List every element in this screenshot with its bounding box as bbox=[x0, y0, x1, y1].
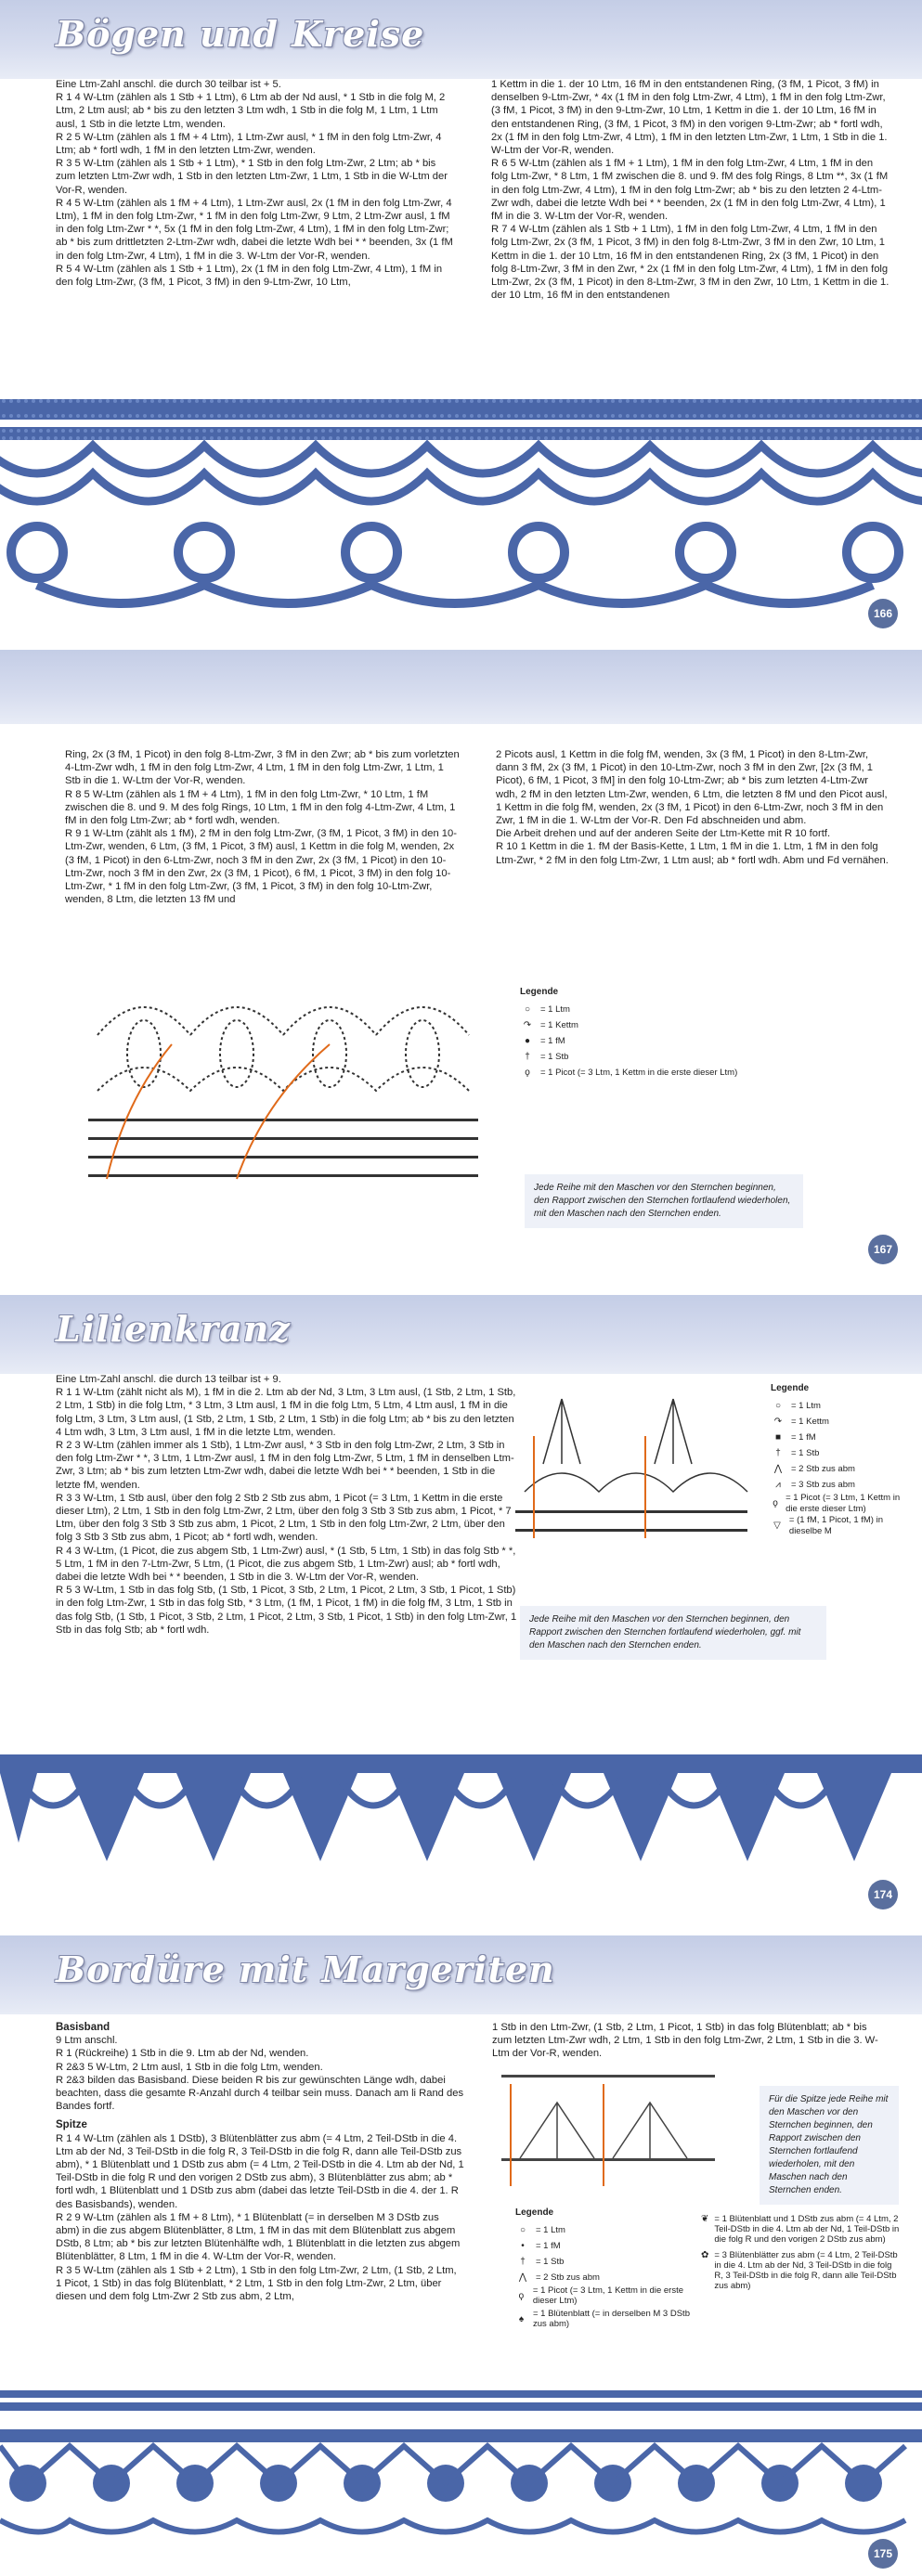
page-number: 174 bbox=[868, 1880, 898, 1909]
petal-icon: ♠ bbox=[518, 2313, 525, 2324]
left-column bbox=[56, 2021, 464, 2303]
legend-item bbox=[515, 2309, 692, 2329]
legend-extended bbox=[701, 2214, 901, 2291]
slip-stitch-icon: ↷ bbox=[523, 1020, 532, 1030]
instruction-line: R 5 3 W-Ltm, 1 Stb in das folg Stb, (1 Stb, 1 Picot, 3 Stb, 2 Ltm, 1 Picot, 2 Ltm, 3 Stb, 1 Picot, 1 Stb) in den folg Ltm-Zwr, 1 Stb in das folg Stb, * 3 Ltm, (1 fM, 1 Picot, 1 fM) in die folg fM, 3 Ltm, 1 Stb in das folg Stb, (1 Stb, 1 Picot, 3 Stb, 2 Ltm, 1 Picot, 2 Ltm, 3 Stb, 1 Picot, 1 Stb) in den folg Ltm-Zwr, 1 Stb in das folg Stb; ab * fortl wdh. bbox=[56, 1585, 517, 1636]
crochet-chart-daisies bbox=[501, 2065, 724, 2195]
instructions-right bbox=[492, 2021, 882, 2061]
sc-picot-sc-icon: ▽ bbox=[773, 1521, 781, 1531]
legend-label: = 1 Ltm bbox=[540, 1004, 570, 1015]
legend-item bbox=[520, 1002, 737, 1017]
legend-item bbox=[520, 1033, 737, 1049]
legend-label: = 1 Stb bbox=[791, 1448, 820, 1458]
instruction-line: R 1 4 W-Ltm (zählen als 1 DStb), 3 Blütenblätter zus abm (= 4 Ltm, 2 Teil-DStb in die 4. Ltm ab der Nd, 3 Teil-DStb in die folg R, 3 Teil-DStb in die folg R, dann alle Teil-DStb zus abm), * 1 Blütenblatt und 1 DStb zus abm (= 4 Ltm, 2 Teil-DStb in die 4. Ltm ab der Nd, 1 Teil-DStb in die folg R und den vorigen 2 DStb zus abm), 3 Blütenblätter zus abm; ab * fortl wdh, 1 Blütenblatt und 1 DStb zus abm (dabei das letzte Teil-DStb in die 4. der 1. R des Basisbands), wenden. bbox=[56, 2132, 464, 2210]
instruction-line: R 9 1 W-Ltm (zählt als 1 fM), 2 fM in den folg Ltm-Zwr, (3 fM, 1 Picot, 3 fM) in den 10-Ltm-Zwr, wenden, 6 Ltm, (3 fM, 1 Picot, 3 fM) ausl, 1 Kettm in die folg M, wenden, 2x (3 fM, 1 Picot) in den 6-Ltm-Zwr, noch 3 fM in den Zwr, 2x (3 fM, 1 Picot) in den 10-Ltm-Zwr, noch 3 fM in den Zwr, 2x (3 fM, 1 Picot), 6 fM, 1 Picot, 3 fM) in den folg 10-Ltm-Zwr, * 1 fM in den folg Ltm-Zwr, (3 fM, 1 Picot, 3 fM) in den folg 10-Ltm-Zwr, wenden, 8 Ltm, die letzten 13 fM und bbox=[65, 828, 457, 906]
legend-item bbox=[520, 1017, 737, 1033]
instruction-line: R 3 5 W-Ltm (zählen als 1 Stb + 2 Ltm), 1 Stb in den folg Ltm-Zwr, 2 Ltm, (1 Stb, 2 Ltm, 1 Picot, 1 Stb) in das folg Blütenblatt, * 2 Ltm, 1 Stb in den folg Ltm-Zwr, 2 Ltm, über diesen und dem folg Ltm-Zwr 2 Stb zus abm, 2 Ltm, bbox=[56, 2264, 457, 2303]
legend-title: Legende bbox=[515, 2207, 554, 2218]
legend-label: = 1 Kettm bbox=[791, 1417, 829, 1427]
repeat-note: Jede Reihe mit den Maschen vor den Sternchen beginnen, den Rapport zwischen den Sternchen fortlaufend wiederholen, mit den Maschen nach den Sternchen enden. bbox=[525, 1174, 803, 1228]
crochet-chart-lilies bbox=[515, 1380, 757, 1547]
instruction-line: 1 Stb in den Ltm-Zwr, (1 Stb, 2 Ltm, 1 Picot, 1 Stb) in das folg Blütenblatt; ab * bis zum letzten Ltm-Zwr wdh, 2 Ltm, 1 Stb in den folg Ltm-Zwr, 2 Ltm, 1 Stb in die 3. W-Ltm der Vor-R, wenden. bbox=[492, 2022, 878, 2060]
instruction-line: 1 Kettm in die 1. der 10 Ltm, 16 fM in den entstandenen Ring, (3 fM, 1 Picot, 3 fM) in denselben 9-Ltm-Zwr, * 4x (1 fM in den folg Ltm-Zwr, 4 Ltm), 1 fM in den folg Ltm-Zwr, (3 fM, 1 Picot, 3 fM) in den 9-Ltm-Zwr, 10 Ltm, 1 Kettm in die 1. der 10 Ltm, 16 fM in den entstandenen Ring, (3 fM, 1 Picot, 3 fM) in den vorigen 9-Ltm-Zwr; ab * fortl wdh, 2x (1 fM in den folg Ltm-Zwr, 4 Ltm), 1 fM in den letzten Ltm-Zwr, 1 Ltm, 1 Stb in die 1. W-Ltm der Vor-R, wenden. bbox=[491, 79, 888, 157]
legend-title: Legende bbox=[520, 987, 559, 997]
legend-label: = (1 fM, 1 Picot, 1 fM) in dieselbe M bbox=[788, 1515, 884, 1536]
legend-item bbox=[515, 2270, 692, 2285]
instruction-line: R 2&3 bilden das Basisband. Diese beiden R bis zur gewünschten Länge wdh, dabei beachten, dass die gesamte R-Anzahl durch 4 teilbar sein muss. Danach am li Rand des Bandes fortf. bbox=[56, 2074, 464, 2113]
legend-label: = 1 Ltm bbox=[791, 1401, 821, 1411]
slip-stitch-icon: ↷ bbox=[773, 1417, 783, 1427]
page-title: Bordüre mit Margeriten bbox=[56, 1948, 555, 1990]
legend bbox=[520, 984, 737, 1081]
right-column bbox=[492, 2021, 882, 2061]
chain-icon: ○ bbox=[519, 2225, 526, 2235]
page-boegen-2 bbox=[0, 650, 922, 1290]
left-column bbox=[65, 748, 461, 906]
legend-item bbox=[515, 2285, 692, 2306]
dc2tog-icon: ⋀ bbox=[518, 2272, 527, 2283]
right-column bbox=[491, 78, 891, 302]
double-crochet-icon: † bbox=[525, 1052, 530, 1062]
double-crochet-icon: † bbox=[775, 1448, 781, 1458]
repeat-note: Jede Reihe mit den Maschen vor den Sternchen beginnen, den Rapport zwischen den Sternchen fortlaufend wiederholen, ggf. mit den Maschen nach den Sternchen enden. bbox=[520, 1606, 826, 1660]
legend-label: = 2 Stb zus abm bbox=[536, 2272, 600, 2283]
legend-label: = 1 Picot (= 3 Ltm, 1 Kettm in die erste dieser Ltm) bbox=[540, 1068, 738, 1078]
instruction-line: R 5 4 W-Ltm (zählen als 1 Stb + 1 Ltm), 2x (1 fM in den folg Ltm-Zwr, 4 Ltm), 1 fM in den folg Ltm-Zwr, (3 fM, 1 Picot, 3 fM) in den 9-Ltm-Zwr, 10 Ltm, bbox=[56, 263, 443, 289]
instructions bbox=[56, 78, 891, 302]
chain-icon: ○ bbox=[524, 1004, 531, 1015]
instruction-line: R 10 1 Kettm in die 1. fM der Basis-Kette, 1 Ltm, 1 fM in die 1. Ltm, 1 fM in den folg Ltm-Zwr, * 2 fM in den folg Ltm-Zwr, 1 Ltm ausl; ab * fortl wdh. Abm und Fd vernähen. bbox=[496, 841, 889, 866]
picot-icon: ϙ bbox=[525, 1068, 530, 1078]
instruction-line: Eine Ltm-Zahl anschl. die durch 30 teilbar ist + 5. bbox=[56, 79, 281, 90]
legend-item bbox=[520, 1065, 737, 1081]
instruction-line: Die Arbeit drehen und auf der anderen Seite der Ltm-Kette mit R 10 fortf. bbox=[496, 828, 831, 840]
single-crochet-icon: • bbox=[521, 2241, 525, 2251]
legend-item bbox=[771, 1398, 910, 1414]
legend-label: = 1 Kettm bbox=[540, 1020, 578, 1030]
instruction-line: R 6 5 W-Ltm (zählen als 1 fM + 1 Ltm), 1 fM in den folg Ltm-Zwr, 4 Ltm, 1 fM in den folg Ltm-Zwr, * 8 Ltm, 1 fM zwischen die 8. und 9. fM des folg Rings, 8 Ltm **, 3x (1 fM in den folg Ltm-Zwr, 4 Ltm), 1 fM in den folg Ltm-Zwr; ab * bis zu den letzten 2 4-Ltm-Zwr wdh, dabei die letzte Wdh bei * * beenden, 2x (1 fM in den folg Ltm-Zwr, 4 Ltm), 1 fM in die 3. W-Ltm der Vor-R, wenden. bbox=[491, 158, 889, 223]
picot-icon: ϙ bbox=[518, 2290, 525, 2301]
section-header bbox=[0, 650, 922, 724]
instructions bbox=[56, 1373, 520, 1637]
legend-item bbox=[515, 2254, 692, 2270]
legend-title: Legende bbox=[771, 1383, 810, 1393]
legend-label: = 1 Picot (= 3 Ltm, 1 Kettm in die erste dieser Ltm) bbox=[786, 1493, 901, 1514]
chain-icon: ○ bbox=[774, 1401, 782, 1411]
legend-label: = 1 fM bbox=[791, 1432, 816, 1443]
petal-dtr-icon: ❦ bbox=[701, 2214, 709, 2224]
instruction-line: Eine Ltm-Zahl anschl. die durch 13 teilbar ist + 9. bbox=[56, 1374, 281, 1385]
instruction-line: R 7 4 W-Ltm (zählen als 1 Stb + 1 Ltm), 1 fM in den folg Ltm-Zwr, 4 Ltm, 1 fM in den folg Ltm-Zwr, 2x (3 fM, 1 Picot, 3 fM) in den folg 8-Ltm-Zwr, 3 fM in den Zwr, 10 Ltm, 1 Kettm in die 1. der 10 Ltm, 16 fM in den entstandenen Ring, 2x (3 fM, 1 Picot) in den folg 8-Ltm-Zwr, 3 fM in den Zwr, * 2x (1 fM in den folg Ltm-Zwr, 4 Ltm), 1 fM in den folg Ltm-Zwr, 2x (3 fM, 1 Picot) in den 8-Ltm-Zwr, 3 fM in den Zwr, 10 Ltm, 1 Kettm in die 1. der 10 Ltm, 16 fM in den entstandenen bbox=[491, 224, 890, 302]
legend-label: = 1 Blütenblatt und 1 DStb zus abm (= 4 Ltm, 2 Teil-DStb in die 4. Ltm ab der Nd, 1 Teil-DStb in die folg R und den vorigen 2 DStb zus abm) bbox=[714, 2214, 900, 2245]
subheading: Spitze bbox=[56, 2119, 87, 2131]
page-number: 175 bbox=[868, 2539, 898, 2569]
picot-icon: ϙ bbox=[773, 1498, 778, 1508]
dc2tog-icon: ⋀ bbox=[773, 1464, 783, 1474]
lace-photo-daisies bbox=[0, 2390, 922, 2567]
legend-label: = 1 fM bbox=[540, 1036, 565, 1046]
instruction-line: R 2 3 W-Ltm (zählen immer als 1 Stb), 1 Ltm-Zwr ausl, * 3 Stb in den folg Ltm-Zwr, 2 Ltm, 3 Stb in den folg Ltm-Zwr * *, 3 Ltm, 1 Ltm-Zwr ausl, 1 fM in den folg Ltm-Zwr, 5 Ltm, 1 fM in denselben Ltm-Zwr, 3 Ltm; ab * bis zum letzten Ltm-Zwr wdh, dabei die letzte Wdh bei * * beenden, 1 Stb in die letzte fM, wenden. bbox=[56, 1440, 514, 1491]
page-title: Lilienkranz bbox=[56, 1308, 292, 1350]
legend-label: = 1 Ltm bbox=[536, 2225, 565, 2235]
legend-item bbox=[515, 2222, 692, 2238]
legend-item bbox=[771, 1430, 910, 1445]
repeat-note: Für die Spitze jede Reihe mit den Maschen vor den Sternchen beginnen, den Rapport zwischen den Sternchen fortlaufend wiederholen, mit den Maschen nach den Sternchen enden. bbox=[760, 2086, 899, 2205]
instruction-line: R 2 5 W-Ltm (zählen als 1 fM + 4 Ltm), 1 Ltm-Zwr ausl, * 1 fM in den folg Ltm-Zwr, 4 Ltm; ab * fortl wdh, 1 fM in den letzten Ltm-Zwr, wenden. bbox=[56, 131, 442, 157]
instruction-line: R 8 5 W-Ltm (zählen als 1 fM + 4 Ltm), 1 fM in den folg Ltm-Zwr, * 10 Ltm, 1 fM zwischen die 8. und 9. M des folg Rings, 10 Ltm, 1 fM in den folg 4-Ltm-Zwr, 4 Ltm, 1 fM in den folg Ltm-Zwr; ab * fortl wdh, wenden. bbox=[65, 788, 456, 827]
instruction-line: R 4 3 W-Ltm, (1 Picot, die zus abgem Stb, 1 Ltm-Zwr) ausl, * (1 Stb, 5 Ltm, 1 Stb) in das folg Stb * *, 5 Ltm, 1 fM in den 7-Ltm-Zwr, 5 Ltm, (1 Picot, die zus abgem Stb, 1 Ltm-Zwr) ausl; ab * fortl wdh, dabei die letzte Wdh bei * * beenden, 1 Stb in die 3. W-Ltm der Vor-R, wenden. bbox=[56, 1545, 516, 1584]
instruction-line: R 1 4 W-Ltm (zählen als 1 Stb + 1 Ltm), 6 Ltm ab der Nd ausl, * 1 Stb in die folg M, 2 Ltm, 2 Ltm ausl; ab * bis zu den letzten 3 Ltm wdh, 1 Stb in die folg M, 1 Ltm, 1 Ltm ausl, 1 Stb in die letzte Ltm, wenden. bbox=[56, 92, 446, 130]
page-lilienkranz bbox=[0, 1295, 922, 1926]
page-number: 167 bbox=[868, 1235, 898, 1264]
instructions bbox=[56, 2021, 464, 2303]
instruction-line: R 3 5 W-Ltm (zählen als 1 Stb + 1 Ltm), * 1 Stb in den folg Ltm-Zwr, 2 Ltm; ab * bis zum letzten Ltm-Zwr wdh, 1 Stb in den letzten Ltm-Zwr, 1 Ltm, 1 Stb in die W-Ltm der Vor-R, wenden. bbox=[56, 158, 448, 196]
instruction-line: R 3 3 W-Ltm, 1 Stb ausl, über den folg 2 Stb 2 Stb zus abm, 1 Picot (= 3 Ltm, 1 Kettm in die erste dieser Ltm), 2 Ltm, 1 Stb in den folg Ltm-Zwr, 2 Ltm, über den folg 3 Stb 3 Stb zus abm, 1 Picot, * 7 Ltm, über den folg 3 Stb 3 Stb zus abm, 1 Picot, 2 Ltm, 1 Stb in den folg Ltm-Zwr, 2 Ltm, über den folg 3 Stb 3 Stb zus abm, 1 Picot; ab * fortl wdh, wenden. bbox=[56, 1492, 512, 1544]
three-petals-icon: ✿ bbox=[701, 2250, 709, 2260]
legend-item bbox=[520, 1049, 737, 1065]
legend-item bbox=[771, 1414, 910, 1430]
dc3tog-icon: ⩘ bbox=[775, 1480, 781, 1490]
legend-item bbox=[771, 1461, 910, 1477]
instruction-line: R 2&3 5 W-Ltm, 2 Ltm ausl, 1 Stb in die folg Ltm, wenden. bbox=[56, 2061, 323, 2073]
legend-label: = 1 Stb bbox=[540, 1052, 569, 1062]
page-title: Bögen und Kreise bbox=[56, 13, 425, 55]
legend-item bbox=[701, 2214, 901, 2245]
legend-item bbox=[771, 1515, 910, 1537]
instruction-line: R 4 5 W-Ltm (zählen als 1 fM + 4 Ltm), 1 Ltm-Zwr ausl, 2x (1 fM in den folg Ltm-Zwr, 4 Ltm), 1 fM in den folg Ltm-Zwr, * 1 fM in den folg Ltm-Zwr, 9 Ltm, 2 Ltm-Zwr ausl, 1 fM in den folg Ltm-Zwr * *, 5x (1 fM in den folg Ltm-Zwr, 4 Ltm), 1 fM in den folg Ltm-Zwr; ab * bis zum drittletzten 2-Ltm-Zwr wdh, dabei die letzte Wdh bei * * beenden, 3x (1 fM in den folg Ltm-Zwr, 4 Ltm), 1 fM in die 3. W-Ltm der Vor-R, wenden. bbox=[56, 197, 453, 262]
legend-label: = 3 Blütenblätter zus abm (= 4 Ltm, 2 Teil-DStb in die 4. Ltm ab der Nd, 3 Teil-DStb in die folg R, 3 Teil-DStb in die folg R, dann alle Teil-DStb zus abm) bbox=[714, 2250, 898, 2291]
instruction-line: 9 Ltm anschl. bbox=[56, 2035, 118, 2047]
legend-label: = 2 Stb zus abm bbox=[791, 1464, 855, 1474]
legend-label: = 1 Stb bbox=[536, 2257, 565, 2267]
legend-item bbox=[701, 2250, 901, 2291]
page-number: 166 bbox=[868, 599, 898, 628]
instruction-line: R 1 (Rückreihe) 1 Stb in die 9. Ltm ab der Nd, wenden. bbox=[56, 2048, 309, 2060]
lace-photo-lilies bbox=[0, 1741, 922, 1903]
legend-item bbox=[771, 1493, 910, 1515]
legend-label: = 3 Stb zus abm bbox=[791, 1480, 855, 1490]
legend-label: = 1 fM bbox=[536, 2241, 561, 2251]
instruction-line: R 1 1 W-Ltm (zählt nicht als M), 1 fM in die 2. Ltm ab der Nd, 3 Ltm, 3 Ltm ausl, (1 Stb, 2 Ltm, 1 Stb, 2 Ltm, 1 Stb) in die folg Ltm, * 3 Ltm, 3 Ltm ausl, 1 fM in die folg Ltm, 5 Ltm, 4 Ltm ausl, 1 fM in die folg Ltm, 3 Ltm, 3 Ltm ausl, (1 Stb, 2 Ltm, 1 Stb, 2 Ltm, 1 Stb) in die folg Ltm; ab * bis zu den letzten 4 Ltm wdh, 3 Ltm, 3 Ltm ausl, 1 fM in die letzte Ltm, wenden. bbox=[56, 1387, 516, 1438]
legend-label: = 1 Blütenblatt (= in derselben M 3 DStb zus abm) bbox=[532, 2309, 690, 2329]
legend bbox=[515, 2205, 692, 2329]
text-column bbox=[56, 1373, 520, 1637]
instructions bbox=[65, 748, 891, 906]
legend-item bbox=[771, 1445, 910, 1461]
single-crochet-icon: ■ bbox=[774, 1432, 782, 1443]
crochet-chart-arcs bbox=[88, 989, 497, 1193]
legend-item bbox=[515, 2238, 692, 2254]
legend-label: = 1 Picot (= 3 Ltm, 1 Kettm in die erste dieser Ltm) bbox=[532, 2285, 683, 2306]
single-crochet-icon: ● bbox=[524, 1036, 531, 1046]
left-column bbox=[56, 78, 456, 302]
subheading: Basisband bbox=[56, 2022, 110, 2033]
legend-item bbox=[771, 1477, 910, 1493]
page-bordure bbox=[0, 1935, 922, 2576]
instruction-line: 2 Picots ausl, 1 Kettm in die folg fM, wenden, 3x (3 fM, 1 Picot) in den 8-Ltm-Zwr, dann 3 fM, 2x (3 fM, 1 Picot) in den 10-Ltm-Zwr, noch 3 fM in den Zwr, [2x (3 fM, 1 Picot), 6 fM, 1 Picot, 3 fM] in den folg 10-Ltm-Zwr; ab * bis zum letzten 4-Ltm-Zwr wdh, 2 fM in den letzten Ltm-Zwr, wenden, 6 Ltm, die letzten 8 fM und den Picot ausl, 1 Kettm in die folg fM, wenden, 2x (3 fM, 1 Picot) in den 6-Ltm-Zwr, noch 3 fM in den Zwr, 1 fM in die 1. W-Ltm der Vor-R. Den Fd abschneiden und abm. bbox=[496, 749, 888, 827]
lace-photo-arcs bbox=[0, 390, 922, 622]
double-crochet-icon: † bbox=[520, 2257, 526, 2267]
instruction-line: R 2 9 W-Ltm (zählen als 1 fM + 8 Ltm), * 1 Blütenblatt (= in derselben M 3 DStb zus abm) in die zus abgem Blütenblätter, 8 Ltm, 1 fM in das mit dem Blütenblatt zus abgem DStb, 8 Ltm; ab * bis zur letzten Blütenhälfte wdh, 1 Blütenblatt in die letzten zus abgem Blütenblätter, 8 Ltm, 1 fM in die 4. W-Ltm der Vor-R, wenden. bbox=[56, 2211, 461, 2263]
page-boegen bbox=[0, 0, 922, 641]
instruction-line: Ring, 2x (3 fM, 1 Picot) in den folg 8-Ltm-Zwr, 3 fM in den Zwr; ab * bis zum vorletzten 4-Ltm-Zwr wdh, 1 fM in den folg Ltm-Zwr, 4 Ltm, 1 fM in den folg Ltm-Zwr, 1 Ltm, 1 Stb in die 1. W-Ltm der Vor-R, wenden. bbox=[65, 749, 460, 787]
legend bbox=[771, 1380, 910, 1537]
right-column bbox=[496, 748, 891, 906]
